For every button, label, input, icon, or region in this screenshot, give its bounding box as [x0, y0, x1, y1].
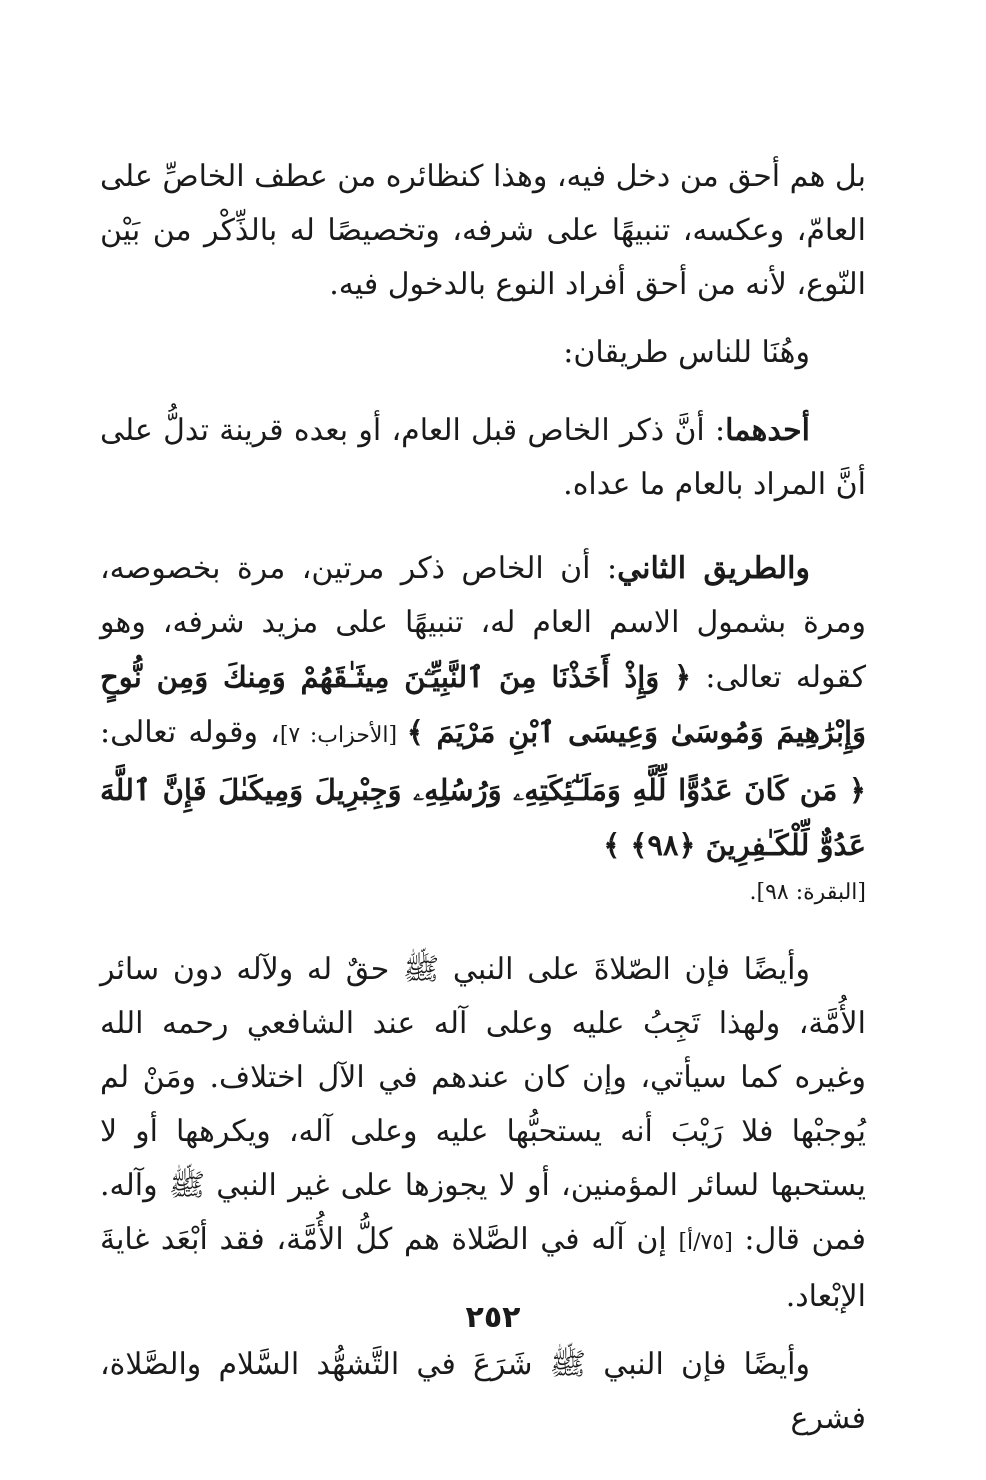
manuscript-folio-marker: [٧٥/أ] — [678, 1230, 733, 1255]
paragraph-3 — [100, 404, 866, 512]
paragraph-5 — [100, 943, 866, 1324]
paragraph-1 — [100, 150, 866, 312]
verse-reference-ahzab: [الأحزاب: ٧] — [279, 723, 407, 748]
paragraph-1-text: بل هم أحق من دخل فيه، وهذا كنظائره من عطف الخاصِّ على العامّ، وعكسه، تنبيهًا على شرفه، وتخصيصًا له بالذِّكْر من بَيْن النّوع، لأنه من أحق أفراد النوع بالدخول فيه. — [100, 159, 866, 302]
paragraph-5-text-2: إن آله في الصَّلاة هم كلُّ الأُمَّة، فقد أبْعَد غايةَ الإبْعاد. — [100, 1222, 866, 1314]
paragraph-4 — [100, 542, 866, 873]
verse-reference-baqara: [البقرة: ٩٨]. — [749, 880, 866, 905]
paragraph-6 — [100, 1338, 866, 1446]
paragraph-4-text-2: ، وقوله تعالى: — [100, 715, 280, 750]
quran-verse-baqara: ﴿ مَن كَانَ عَدُوًّا لِّلَّهِ وَمَلَـٰٓئِكَتِهِۦ وَرُسُلِهِۦ وَجِبْرِيلَ وَمِيكَىٰلَ فَإِنَّ ٱللَّهَ عَدُوٌّ لِّلْكَـٰفِرِينَ ﴿٩٨﴾ ﴾ — [100, 773, 866, 862]
paragraph-6-text: وأيضًا فإن النبي ﷺ شَرَعَ في التَّشهُّد السَّلام والصَّلاة، فشرع — [100, 1347, 866, 1436]
page-number: ٢٥٢ — [465, 1300, 521, 1335]
paragraph-2-text: وهُنَا للناس طريقان: — [563, 335, 810, 370]
paragraph-5-text-1: وأيضًا فإن الصّلاةَ على النبي ﷺ حقٌ له ولآله دون سائر الأُمَّة، ولهذا تَجِبُ عليه وعلى آله عند الشافعي رحمه الله وغيره كما سيأتي، وإن كان عندهم في الآل اختلاف. ومَنْ لم يُوجبْها فلا رَيْبَ أنه يستحبُّها عليه وعلى آله، ويكرهها أو لا يستحبها لسائر المؤمنين، أو لا يجوزها على غير النبي ﷺ وآله. فمن قال: — [100, 952, 866, 1257]
page-body — [100, 150, 866, 1446]
paragraph-2 — [100, 326, 866, 380]
paragraph-3-text: : أنَّ ذكر الخاص قبل العام، أو بعده قرينة تدلُّ على أنَّ المراد بالعام ما عداه. — [100, 413, 866, 502]
paragraph-4-lead: والطريق الثاني — [617, 551, 810, 586]
paragraph-3-lead: أحدهما — [725, 413, 810, 448]
paragraph-4-text-1: : أن الخاص ذكر مرتين، مرة بخصوصه، ومرة بشمول الاسم العام له، تنبيهًا على مزيد شرفه، وهو كقوله تعالى: — [100, 551, 867, 695]
quran-verse-ahzab: ﴿ وَإِذْ أَخَذْنَا مِنَ ٱلنَّبِيِّـۧنَ مِيثَـٰقَهُمْ وَمِنكَ وَمِن نُّوحٍ وَإِبْرَٰهِيمَ وَمُوسَىٰ وَعِيسَى ٱبْنِ مَرْيَمَ ﴾ — [100, 660, 867, 749]
